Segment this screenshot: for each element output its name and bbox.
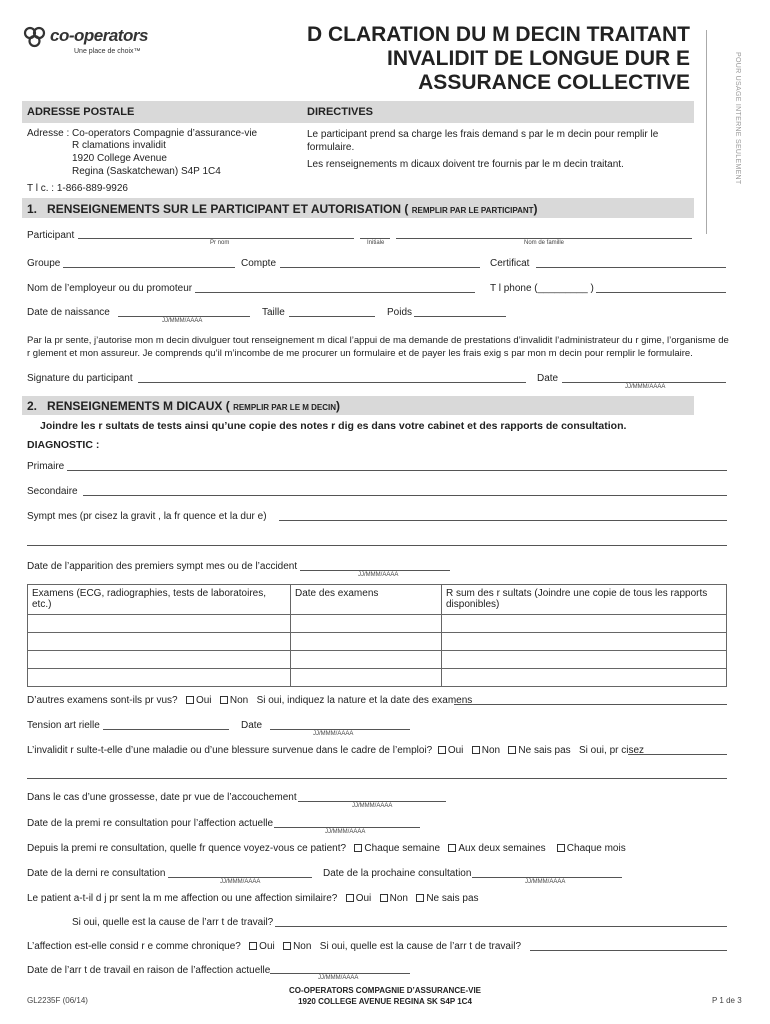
biweekly-label: Aux deux semaines [458, 843, 546, 854]
exam-date-cell[interactable] [291, 669, 442, 687]
height-label: Taille [262, 307, 285, 318]
exams-table [27, 584, 727, 687]
form-code: GL2235F (06/14) [27, 996, 88, 1005]
form-title-line-3: ASSURANCE COLLECTIVE [418, 71, 690, 94]
consent-text: Par la pr sente, j’autorise mon m decin divulguer tout renseignement m dical l’appui de ma demande de prestations d’invalidit l’administrateur du r gime, l’organisme de r glement et mon assureur. Je comprends qu’il m’incombe de me procurer un formulaire et de payer les frais exig s par mon m decin pour remplir le formulaire. [27, 335, 729, 359]
result-cell[interactable] [442, 633, 727, 651]
height-field[interactable] [289, 316, 375, 317]
next-consultation-field[interactable] [472, 877, 622, 878]
results-summary-column-header: R sum des r sultats (Joindre une copie de tous les rapports disponibles) [442, 585, 727, 615]
page-number: P 1 de 3 [712, 996, 742, 1005]
participant-label: Participant [27, 230, 75, 241]
section-1-heading-end: ) [533, 202, 538, 216]
exams-column-header: Examens (ECG, radiographies, tests de laboratoires, etc.) [28, 585, 291, 615]
other-exams-yes-checkbox[interactable] [186, 696, 194, 704]
exam-date-cell[interactable] [291, 615, 442, 633]
work-stoppage-cause-label: Si oui, quelle est la cause de l’arr t de travail? [72, 917, 274, 928]
symptoms-label: Sympt mes (pr cisez la gravit , la fr quence et la dur e) [27, 511, 267, 522]
work-related-no-checkbox[interactable] [472, 746, 480, 754]
initial-caption: Initiale [367, 240, 385, 246]
work-related-unknown-label: Ne sais pas [518, 745, 571, 756]
blood-pressure-date-label: Date [241, 720, 263, 731]
birth-date-format: JJ/MMM/AAAA [162, 318, 203, 324]
first-name-caption: Pr nom [210, 240, 230, 246]
form-title-line-1: D CLARATION DU M DECIN TRAITANT [306, 23, 690, 46]
work-stoppage-date-field[interactable] [270, 973, 410, 974]
weekly-checkbox[interactable] [354, 844, 362, 852]
primary-diagnosis-field[interactable] [67, 470, 727, 471]
blood-pressure-label: Tension art rielle [27, 720, 100, 731]
directives-heading: DIRECTIVES [307, 106, 374, 118]
monthly-checkbox[interactable] [557, 844, 565, 852]
internal-use-strip [706, 30, 746, 234]
exam-date-cell[interactable] [291, 651, 442, 669]
last-consultation-format: JJ/MMM/AAAA [220, 879, 261, 885]
result-cell[interactable] [442, 669, 727, 687]
address-line-4: Regina (Saskatchewan) S4P 1C4 [72, 166, 221, 177]
diagnostic-heading: DIAGNOSTIC : [27, 439, 100, 451]
exam-date-cell[interactable] [291, 633, 442, 651]
work-stoppage-cause-field[interactable] [275, 926, 727, 927]
other-exams-details-field[interactable] [454, 704, 727, 705]
section-1-heading-small: REMPLIR PAR LE PARTICIPANT [411, 206, 534, 215]
co-operators-logo-icon [22, 24, 48, 50]
other-exams-no-checkbox[interactable] [220, 696, 228, 704]
blood-pressure-field[interactable] [103, 729, 229, 730]
chronic-question: L’affection est-elle consid r e comme chronique? [27, 941, 241, 952]
work-related-details-field-continued[interactable] [27, 778, 727, 779]
brand-tagline: Une place de choix™ [74, 48, 141, 55]
monthly-label: Chaque mois [566, 843, 626, 854]
account-label: Compte [241, 258, 277, 269]
work-related-row [27, 745, 644, 756]
work-related-yes-label: Oui [447, 745, 464, 756]
employer-label: Nom de l’employeur ou du promoteur [27, 283, 193, 294]
exam-dates-column-header: Date des examens [291, 585, 442, 615]
employer-field[interactable] [195, 292, 475, 293]
weekly-label: Chaque semaine [364, 843, 441, 854]
signature-field[interactable] [138, 382, 526, 383]
prior-condition-question: Le patient a-t-il d j pr sent la m me affection ou une affection similaire? [27, 893, 338, 904]
exam-cell[interactable] [28, 615, 291, 633]
last-consultation-label: Date de la derni re consultation [27, 868, 166, 879]
result-cell[interactable] [442, 651, 727, 669]
visit-frequency-row [27, 843, 626, 854]
section-2-title [27, 399, 340, 413]
chronic-cause-field[interactable] [530, 950, 727, 951]
secondary-diagnosis-field[interactable] [83, 495, 727, 496]
first-consultation-field[interactable] [274, 827, 420, 828]
address-heading: ADRESSE POSTALE [27, 106, 135, 118]
next-consultation-label: Date de la prochaine consultation [323, 868, 472, 879]
last-name-caption: Nom de famille [524, 240, 565, 246]
table-row [28, 669, 727, 687]
birth-date-field[interactable] [118, 316, 250, 317]
brand-name: co-operators [50, 26, 148, 45]
form-title-line-2: INVALIDIT DE LONGUE DUR E [387, 47, 690, 70]
exams-table-header [28, 585, 727, 615]
signature-label: Signature du participant [27, 373, 133, 384]
section-1-heading: RENSEIGNEMENTS SUR LE PARTICIPANT ET AUTORISATION ( [47, 202, 409, 216]
certificate-label: Certificat [490, 258, 530, 269]
internal-use-label: POUR USAGE INTERNE SEULEMENT [734, 52, 741, 185]
work-related-details-field[interactable] [628, 754, 727, 755]
other-exams-details-label: Si oui, indiquez la nature et la date des examens [256, 695, 473, 706]
attach-results-instruction: Joindre les r sultats de tests ainsi qu’une copie des notes r dig es dans votre cabinet et des rapports de consultation. [40, 420, 627, 432]
exam-cell[interactable] [28, 669, 291, 687]
section-2-heading-small: REMPLIR PAR LE M DECIN [233, 403, 337, 412]
first-consultation-label: Date de la premi re consultation pour l’affection actuelle [27, 818, 274, 829]
address-line-2: R clamations invalidit [72, 140, 166, 151]
blood-pressure-date-field[interactable] [270, 729, 410, 730]
telephone-label: T l phone (_________ ) [490, 283, 594, 294]
address-line-3: 1920 College Avenue [72, 153, 167, 164]
symptoms-field-continued[interactable] [27, 545, 727, 546]
chronic-yes-checkbox[interactable] [249, 942, 257, 950]
other-exams-row [27, 695, 472, 706]
visit-frequency-question: Depuis la premi re consultation, quelle fr quence voyez-vous ce patient? [27, 843, 347, 854]
certificate-field[interactable] [536, 267, 726, 268]
first-consultation-format: JJ/MMM/AAAA [325, 829, 366, 835]
symptoms-field[interactable] [279, 520, 727, 521]
footer-address: 1920 COLLEGE AVENUE REGINA SK S4P 1C4 [298, 997, 472, 1006]
onset-date-label: Date de l’apparition des premiers sympt mes ou de l’accident [27, 561, 298, 572]
exam-cell[interactable] [28, 651, 291, 669]
section-2-heading-end: ) [336, 399, 341, 413]
signature-date-label: Date [537, 373, 559, 384]
prior-condition-yes-label: Oui [355, 893, 372, 904]
chronic-no-checkbox[interactable] [283, 942, 291, 950]
prior-condition-yes-checkbox[interactable] [346, 894, 354, 902]
footer-company: CO-OPERATORS COMPAGNIE D’ASSURANCE-VIE [288, 986, 481, 995]
weight-field[interactable] [414, 316, 506, 317]
work-related-question: L’invalidit r sulte-t-elle d’une maladie ou d’une blessure survenue dans le cadre de l’emploi? [27, 745, 433, 756]
work-stoppage-date-label: Date de l’arr t de travail en raison de l’affection actuelle [27, 965, 271, 976]
work-related-unknown-checkbox[interactable] [508, 746, 516, 754]
section-1-title [27, 202, 538, 216]
participant-last-name-field[interactable] [396, 238, 692, 239]
address-line-1: Adresse : Co-operators Compagnie d’assurance-vie [27, 128, 258, 139]
section-2-heading: RENSEIGNEMENTS M DICAUX ( [47, 399, 230, 413]
prior-condition-unknown-checkbox[interactable] [416, 894, 424, 902]
group-label: Groupe [27, 258, 61, 269]
table-row [28, 615, 727, 633]
birth-date-label: Date de naissance [27, 307, 110, 318]
chronic-yes-label: Oui [259, 941, 275, 952]
work-related-details-label: Si oui, pr cisez [579, 745, 645, 756]
blood-pressure-date-format: JJ/MMM/AAAA [313, 731, 354, 737]
exam-cell[interactable] [28, 633, 291, 651]
account-field[interactable] [280, 267, 480, 268]
address-telephone: T l c. : 1-866-889-9926 [27, 183, 128, 194]
group-field[interactable] [63, 267, 235, 268]
table-row [28, 633, 727, 651]
participant-first-name-field[interactable] [78, 238, 354, 239]
due-date-field[interactable] [298, 801, 446, 802]
next-consultation-format: JJ/MMM/AAAA [525, 879, 566, 885]
biweekly-checkbox[interactable] [448, 844, 456, 852]
section-2-number: 2. [27, 399, 38, 413]
other-exams-question: D’autres examens sont-ils pr vus? [27, 695, 178, 706]
directives-paragraph-1: Le participant prend sa charge les frais demand s par le m decin pour remplir le formulaire. [307, 129, 659, 153]
signature-date-format: JJ/MMM/AAAA [625, 384, 666, 390]
chronic-cause-label: Si oui, quelle est la cause de l’arr t de travail? [319, 941, 522, 952]
other-exams-no-label: Non [229, 695, 249, 706]
due-date-format: JJ/MMM/AAAA [352, 803, 393, 809]
chronic-row [27, 941, 521, 952]
prior-condition-no-checkbox[interactable] [380, 894, 388, 902]
secondary-diagnosis-label: Secondaire [27, 486, 78, 497]
prior-condition-row [27, 893, 479, 904]
weight-label: Poids [387, 307, 413, 318]
result-cell[interactable] [442, 615, 727, 633]
table-row [28, 651, 727, 669]
work-related-no-label: Non [481, 745, 501, 756]
directives-paragraph-2: Les renseignements m dicaux doivent tre fournis par le m decin traitant. [307, 159, 624, 170]
prior-condition-no-label: Non [389, 893, 408, 904]
signature-date-field[interactable] [562, 382, 726, 383]
prior-condition-unknown-label: Ne sais pas [426, 893, 479, 904]
chronic-no-label: Non [293, 941, 312, 952]
participant-initial-field[interactable] [360, 238, 390, 239]
last-consultation-field[interactable] [168, 877, 312, 878]
brand-logo [22, 22, 152, 62]
work-stoppage-date-format: JJ/MMM/AAAA [318, 975, 359, 981]
other-exams-yes-label: Oui [195, 695, 212, 706]
due-date-label: Dans le cas d’une grossesse, date pr vue de l’accouchement [27, 792, 297, 803]
telephone-field[interactable] [596, 292, 726, 293]
onset-date-field[interactable] [300, 570, 450, 571]
work-related-yes-checkbox[interactable] [438, 746, 446, 754]
onset-date-format: JJ/MMM/AAAA [358, 572, 399, 578]
section-1-number: 1. [27, 202, 38, 216]
primary-diagnosis-label: Primaire [27, 461, 65, 472]
